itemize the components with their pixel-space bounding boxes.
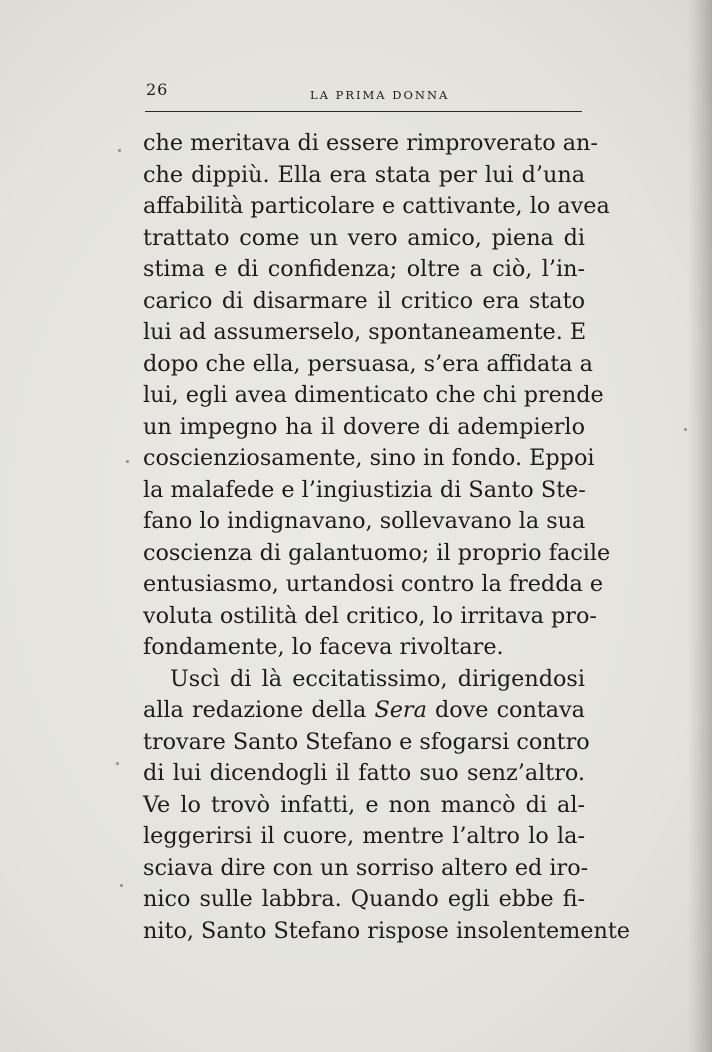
text-segment: alla redazione della [143, 697, 375, 723]
paper-speck [684, 428, 687, 431]
text-line: nito, Santo Stefano rispose insolentemente [143, 917, 631, 944]
text-line: dopo che ella, persuasa, s’era affidata a [143, 350, 593, 377]
text-line: coscienziosamente, sino in fondo. Eppoi [143, 445, 595, 471]
paper-speck [126, 460, 129, 463]
paper-speck [118, 149, 121, 152]
text-line-with-italic [143, 695, 585, 727]
text-line: fano lo indignavano, sollevavano la sua [143, 508, 586, 534]
text-line: carico di disarmare il critico era stato [143, 287, 585, 314]
page-edge-shadow [688, 0, 712, 1052]
text-line: sciava dire con un sorriso altero ed iro- [143, 854, 589, 881]
text-line: nico sulle labbra. Quando egli ebbe fi- [143, 886, 585, 912]
text-line: lui, egli avea dimenticato che chi prende [143, 382, 604, 408]
text-line: un impegno ha il dovere di adempierlo [143, 413, 585, 440]
text-line: che dippiù. Ella era stata per lui d’una [143, 161, 585, 188]
text-line: voluta ostilità del critico, lo irritava pro- [143, 602, 597, 629]
text-line: stima e di confidenza; oltre a ciò, l’in- [143, 256, 585, 282]
text-line: coscienza di galantuomo; il proprio facile [143, 539, 611, 566]
text-line: Ve lo trovò infatti, e non mancò di al- [143, 791, 585, 818]
text-line: entusiasmo, urtandosi contro la fredda e [143, 571, 604, 597]
text-line: leggerirsi il cuore, mentre l’altro lo la- [143, 823, 585, 849]
text-line: trattato come un vero amico, piena di [143, 224, 585, 251]
body-text [143, 128, 631, 947]
newspaper-title-italic: Sera [374, 697, 427, 723]
paragraph-end-line: fondamente, lo faceva rivoltare. [143, 634, 504, 660]
paragraph-start-line: Uscì di là eccitatissimo, dirigendosi [170, 665, 585, 692]
text-line: trovare Santo Stefano e sfogarsi contro [143, 728, 590, 755]
text-line: che meritava di essere rimproverato an- [143, 130, 598, 156]
page-number: 26 [146, 80, 169, 99]
paper-speck [120, 884, 123, 887]
text-line: affabilità particolare e cattivante, lo avea [143, 193, 610, 219]
paper-speck [116, 762, 119, 765]
text-line: lui ad assumerselo, spontaneamente. E [143, 319, 587, 345]
text-line: la malafede e l’ingiustizia di Santo Ste- [143, 476, 586, 503]
text-line: di lui dicendogli il fatto suo senz’altro. [143, 760, 585, 786]
text-segment: dove contava [426, 697, 585, 723]
running-title: LA PRIMA DONNA [310, 88, 450, 102]
header-rule [145, 111, 582, 112]
